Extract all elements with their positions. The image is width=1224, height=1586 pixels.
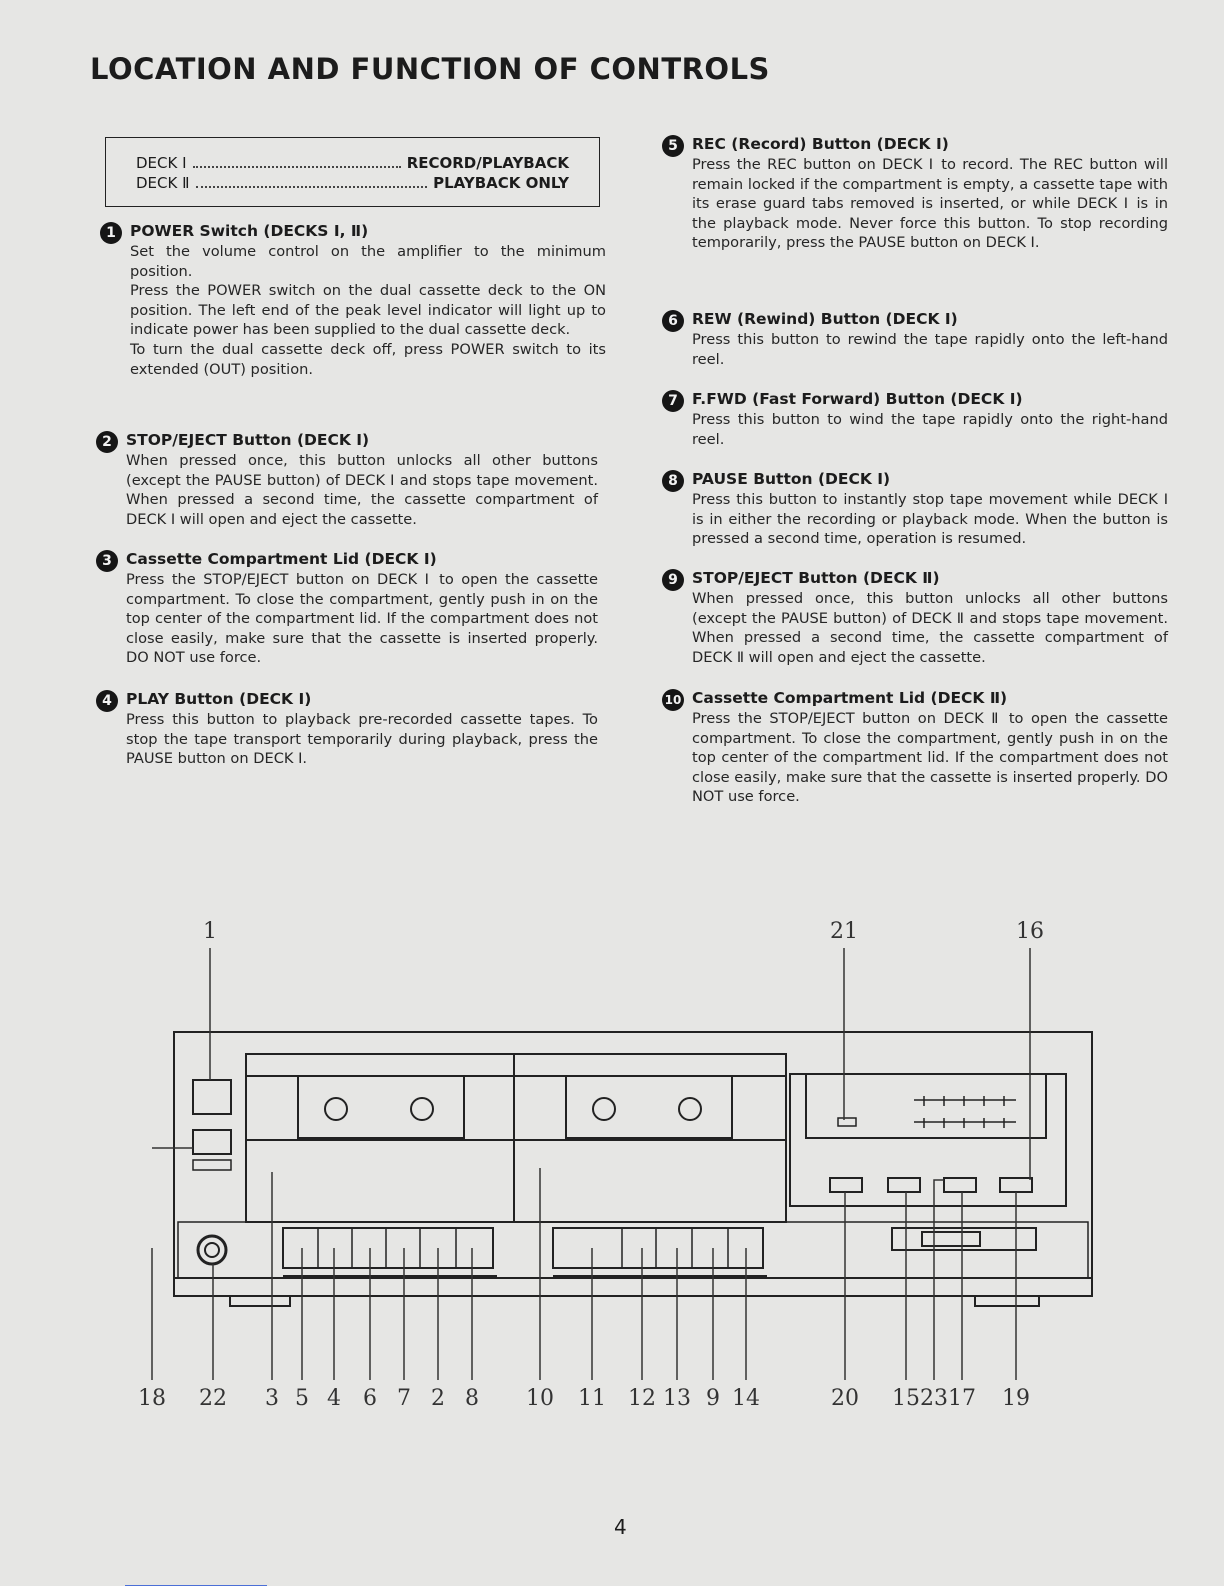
right-button-2 <box>888 1178 920 1192</box>
callout-label: 5 <box>295 1386 309 1411</box>
item-body <box>126 710 598 769</box>
item-number-badge: 3 <box>96 550 118 572</box>
item-paragraph: Press this button to rewind the tape rapidly onto the left-hand reel. <box>692 331 1168 368</box>
item-number-badge: 7 <box>662 390 684 412</box>
callout-label: 18 <box>138 1386 166 1411</box>
deck1-cassette-window <box>298 1076 464 1138</box>
item-paragraph: Set the volume control on the amplifier to the minimum position. <box>130 243 606 280</box>
item-body <box>692 709 1168 807</box>
deck1-reel-left <box>325 1098 347 1120</box>
deck2-cassette-window <box>566 1076 732 1138</box>
callout-label: 11 <box>578 1386 606 1411</box>
callout-label: 7 <box>397 1386 411 1411</box>
item-paragraph: To turn the dual cassette deck off, press POWER switch to its extended (OUT) position. <box>130 340 606 378</box>
callout-label: 20 <box>831 1386 859 1411</box>
right-button-4 <box>1000 1178 1032 1192</box>
item-number-badge: 1 <box>100 222 122 244</box>
item-paragraph: Press this button to playback pre-recorded cassette tapes. To stop the tape transport temporarily during playback, press the PAUSE button on DECK Ⅰ. <box>126 711 598 768</box>
callout-label: 17 <box>948 1386 976 1411</box>
indicator-lamp <box>193 1160 231 1170</box>
dot-leader <box>196 174 428 188</box>
item-paragraph: Press the POWER switch on the dual cassette deck to the ON position. The left end of the peak level indicator will light up to indicate power has been supplied to the dual cassette deck. <box>130 282 606 339</box>
callout-labels <box>138 919 1044 1411</box>
page-title: LOCATION AND FUNCTION OF CONTROLS <box>90 52 770 86</box>
item-title: PLAY Button (DECK Ⅰ) <box>126 690 312 708</box>
item-number-badge: 2 <box>96 431 118 453</box>
deck-name: DECK Ⅱ <box>136 174 190 192</box>
item-paragraph: Press the STOP/EJECT button on DECK Ⅰ to open the cassette compartment. To close the compartment, gently push in on the top center of the compartment lid. If the compartment does not close easily, make sure that the cassette is inserted properly. DO NOT use force. <box>126 571 598 667</box>
item-paragraph: Press the STOP/EJECT button on DECK Ⅱ to open the cassette compartment. To close the compartment, gently push in on the top center of the compartment lid. If the compartment does not close easily, make sure that the cassette is inserted properly. DO NOT use force. <box>692 710 1168 806</box>
right-button-3 <box>944 1178 976 1192</box>
deck2-reel-right <box>679 1098 701 1120</box>
item-paragraph: Press this button to instantly stop tape movement while DECK Ⅰ is in either the recording or playback mode. When the button is pressed a second time, operation is resumed. <box>692 491 1168 548</box>
item-title: POWER Switch (DECKS Ⅰ, Ⅱ) <box>130 222 369 240</box>
item-body <box>126 570 598 668</box>
callout-label: 15 <box>892 1386 920 1411</box>
item-number-badge: 8 <box>662 470 684 492</box>
item-body <box>692 330 1168 369</box>
item-number-badge: 4 <box>96 690 118 712</box>
callout-label: 10 <box>526 1386 554 1411</box>
callout-label: 23 <box>920 1386 948 1411</box>
item-number-badge: 9 <box>662 569 684 591</box>
callout-label: 2 <box>431 1386 445 1411</box>
deck-row <box>136 154 569 174</box>
item-title: STOP/EJECT Button (DECK Ⅰ) <box>126 431 370 449</box>
peak-level-indicator <box>914 1096 1016 1128</box>
item-title: Cassette Compartment Lid (DECK Ⅰ) <box>126 550 437 568</box>
item-body <box>692 490 1168 549</box>
item-number-badge: 6 <box>662 310 684 332</box>
item-body <box>692 589 1168 667</box>
jack-inner <box>205 1243 219 1257</box>
deck-function: RECORD/PLAYBACK <box>406 154 569 172</box>
callout-label: 3 <box>265 1386 279 1411</box>
item-title: F.FWD (Fast Forward) Button (DECK Ⅰ) <box>692 390 1023 408</box>
callout-label: 19 <box>1002 1386 1030 1411</box>
deck-name: DECK Ⅰ <box>136 154 187 172</box>
deck2-button-dividers <box>622 1228 728 1268</box>
item-body <box>692 410 1168 449</box>
callout-label: 4 <box>327 1386 341 1411</box>
item-number-badge: 10 <box>662 689 684 711</box>
front-panel-diagram <box>0 900 1224 1430</box>
item-body <box>126 451 598 529</box>
leader-lines <box>152 948 1030 1380</box>
callout-label: 22 <box>199 1386 227 1411</box>
item-paragraph: When pressed once, this button unlocks all other buttons (except the PAUSE button) of DECK Ⅰ and stops tape movement. When pressed a second time, the cassette compartment of DECK Ⅰ will open and eject the cassette. <box>126 452 598 528</box>
item-number-badge: 5 <box>662 135 684 157</box>
deck1-button-dividers <box>318 1228 456 1268</box>
item-paragraph: When pressed once, this button unlocks all other buttons (except the PAUSE button) of DECK Ⅱ and stops tape movement. When pressed a second time, the cassette compartment of DECK Ⅱ will open and eject the cassette. <box>692 590 1168 666</box>
item-body <box>692 155 1168 253</box>
item-title: Cassette Compartment Lid (DECK Ⅱ) <box>692 689 1008 707</box>
right-button-1 <box>830 1178 862 1192</box>
deck-row <box>136 174 569 194</box>
item-title: REW (Rewind) Button (DECK Ⅰ) <box>692 310 958 328</box>
item-title: PAUSE Button (DECK Ⅰ) <box>692 470 891 488</box>
callout-label: 9 <box>706 1386 720 1411</box>
item-title: STOP/EJECT Button (DECK Ⅱ) <box>692 569 940 587</box>
callout-label: 12 <box>628 1386 656 1411</box>
callout-label: 14 <box>732 1386 760 1411</box>
feet <box>230 1296 1039 1306</box>
led-indicator <box>838 1118 856 1126</box>
deck1-reel-right <box>411 1098 433 1120</box>
power-switch <box>193 1080 231 1114</box>
chassis-outline <box>174 1032 1092 1296</box>
callout-label: 16 <box>1016 919 1044 944</box>
deck2-button-row <box>553 1228 763 1268</box>
level-meter-window <box>806 1074 1046 1138</box>
right-control-panel <box>790 1074 1066 1206</box>
dot-leader <box>193 154 401 168</box>
callout-label: 21 <box>830 919 858 944</box>
indicator-panel <box>193 1130 231 1154</box>
page-number: 4 <box>614 1515 627 1539</box>
callout-label: 1 <box>203 919 217 944</box>
selector-switch <box>922 1232 980 1246</box>
callout-label: 6 <box>363 1386 377 1411</box>
headphone-jack <box>198 1236 226 1264</box>
deck2-reel-left <box>593 1098 615 1120</box>
item-paragraph: Press this button to wind the tape rapidly onto the right-hand reel. <box>692 411 1168 448</box>
callout-label: 8 <box>465 1386 479 1411</box>
deck-function: PLAYBACK ONLY <box>433 174 569 192</box>
item-title: REC (Record) Button (DECK Ⅰ) <box>692 135 949 153</box>
item-body <box>130 242 606 379</box>
leader-line <box>152 1148 944 1188</box>
item-paragraph: Press the REC button on DECK Ⅰ to record. The REC button will remain locked if the compartment is empty, a cassette tape with its erase guard tabs removed is inserted, or while DECK Ⅰ is in the playback mode. Never force this button. To stop recording temporarily, press the PAUSE button on DECK Ⅰ. <box>692 156 1168 252</box>
callout-label: 13 <box>663 1386 691 1411</box>
deck-function-table <box>105 137 600 207</box>
deck1-button-row <box>283 1228 493 1268</box>
